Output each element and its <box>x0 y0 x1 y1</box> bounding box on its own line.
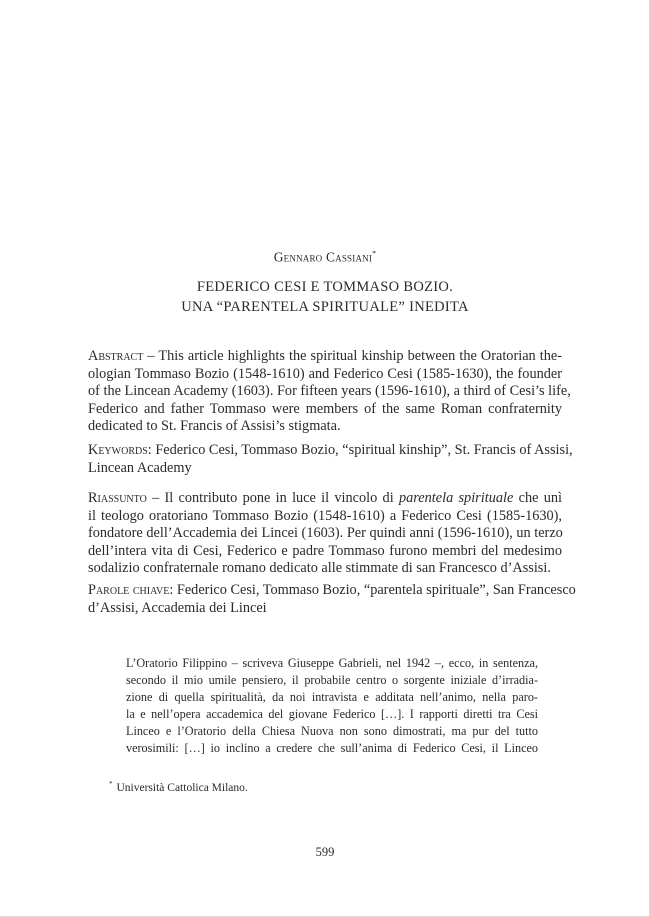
footnote: * Università Cattolica Milano. <box>109 780 248 794</box>
footnote-mark: * <box>109 780 113 788</box>
parole-chiave-paragraph: Parole chiave: Federico Cesi, Tommaso Bozio, “parentela spirituale”, San Francesco d’Assisi, Accademia dei Lincei <box>88 582 576 616</box>
parole-chiave-label: Parole chiave <box>88 582 170 598</box>
author-name: Gennaro Cassiani* <box>273 249 377 265</box>
riassunto-label: Riassunto <box>88 490 147 506</box>
title-line-1: FEDERICO CESI E TOMMASO BOZIO. <box>196 279 454 295</box>
block-quote: L’Oratorio Filippino – scriveva Giuseppe Gabrieli, nel 1942 –, ecco, in sentenza, secondo il mio umile pensiero, il probabile centro o sorgente iniziale d’irradia- zione di quella spiritualità, da noi intravista e additata nell’animo, nella paro- la e nell’opera accademica del giovane Federico […]. I rapporti diretti tra Cesi Linceo e l’Oratorio della Chiesa Nuova non sono dimostrati, ma pur del tutto verosimili: […] io inclino a credere che sull’anima di Federico Cesi, il Linceo <box>126 656 538 755</box>
author-footnote-mark: * <box>372 249 377 258</box>
abstract-label: Abstract <box>88 348 144 364</box>
riassunto-paragraph: Riassunto – Il contributo pone in luce il vincolo di parentela spirituale che unì il teologo oratoriano Tommaso Bozio (1548-1610) a Federico Cesi (1585-1630), fondatore dell’Accademia dei Lincei (1603). Per quindi anni (1596-1610), un terzo dell’intera vita di Cesi, Federico e padre Tommaso furono membri del medesimo sodalizio confraternale romano dedicato alle stimmate di san Francesco d’Assisi. <box>88 490 563 576</box>
keywords-paragraph: Keywords: Federico Cesi, Tommaso Bozio, “spiritual kinship”, St. Francis of Assisi, Lincean Academy <box>88 442 573 476</box>
page-number: 599 <box>315 845 335 859</box>
abstract-paragraph: Abstract – This article highlights the spiritual kinship between the Oratorian the- ologian Tommaso Bozio (1548-1610) and Federico Cesi (1585-1630), the founder of the Lincean Academy (1603). For fifteen years (1596-1610), a third of Cesi’s life, Federico and father Tommaso were members of the same Roman confraternity dedicated to St. Francis of Assisi’s stigmata. <box>88 348 571 434</box>
keywords-label: Keywords <box>88 442 148 458</box>
article-title <box>0 277 650 317</box>
title-line-2: UNA “PARENTELA SPIRITUALE” INEDITA <box>181 299 469 315</box>
